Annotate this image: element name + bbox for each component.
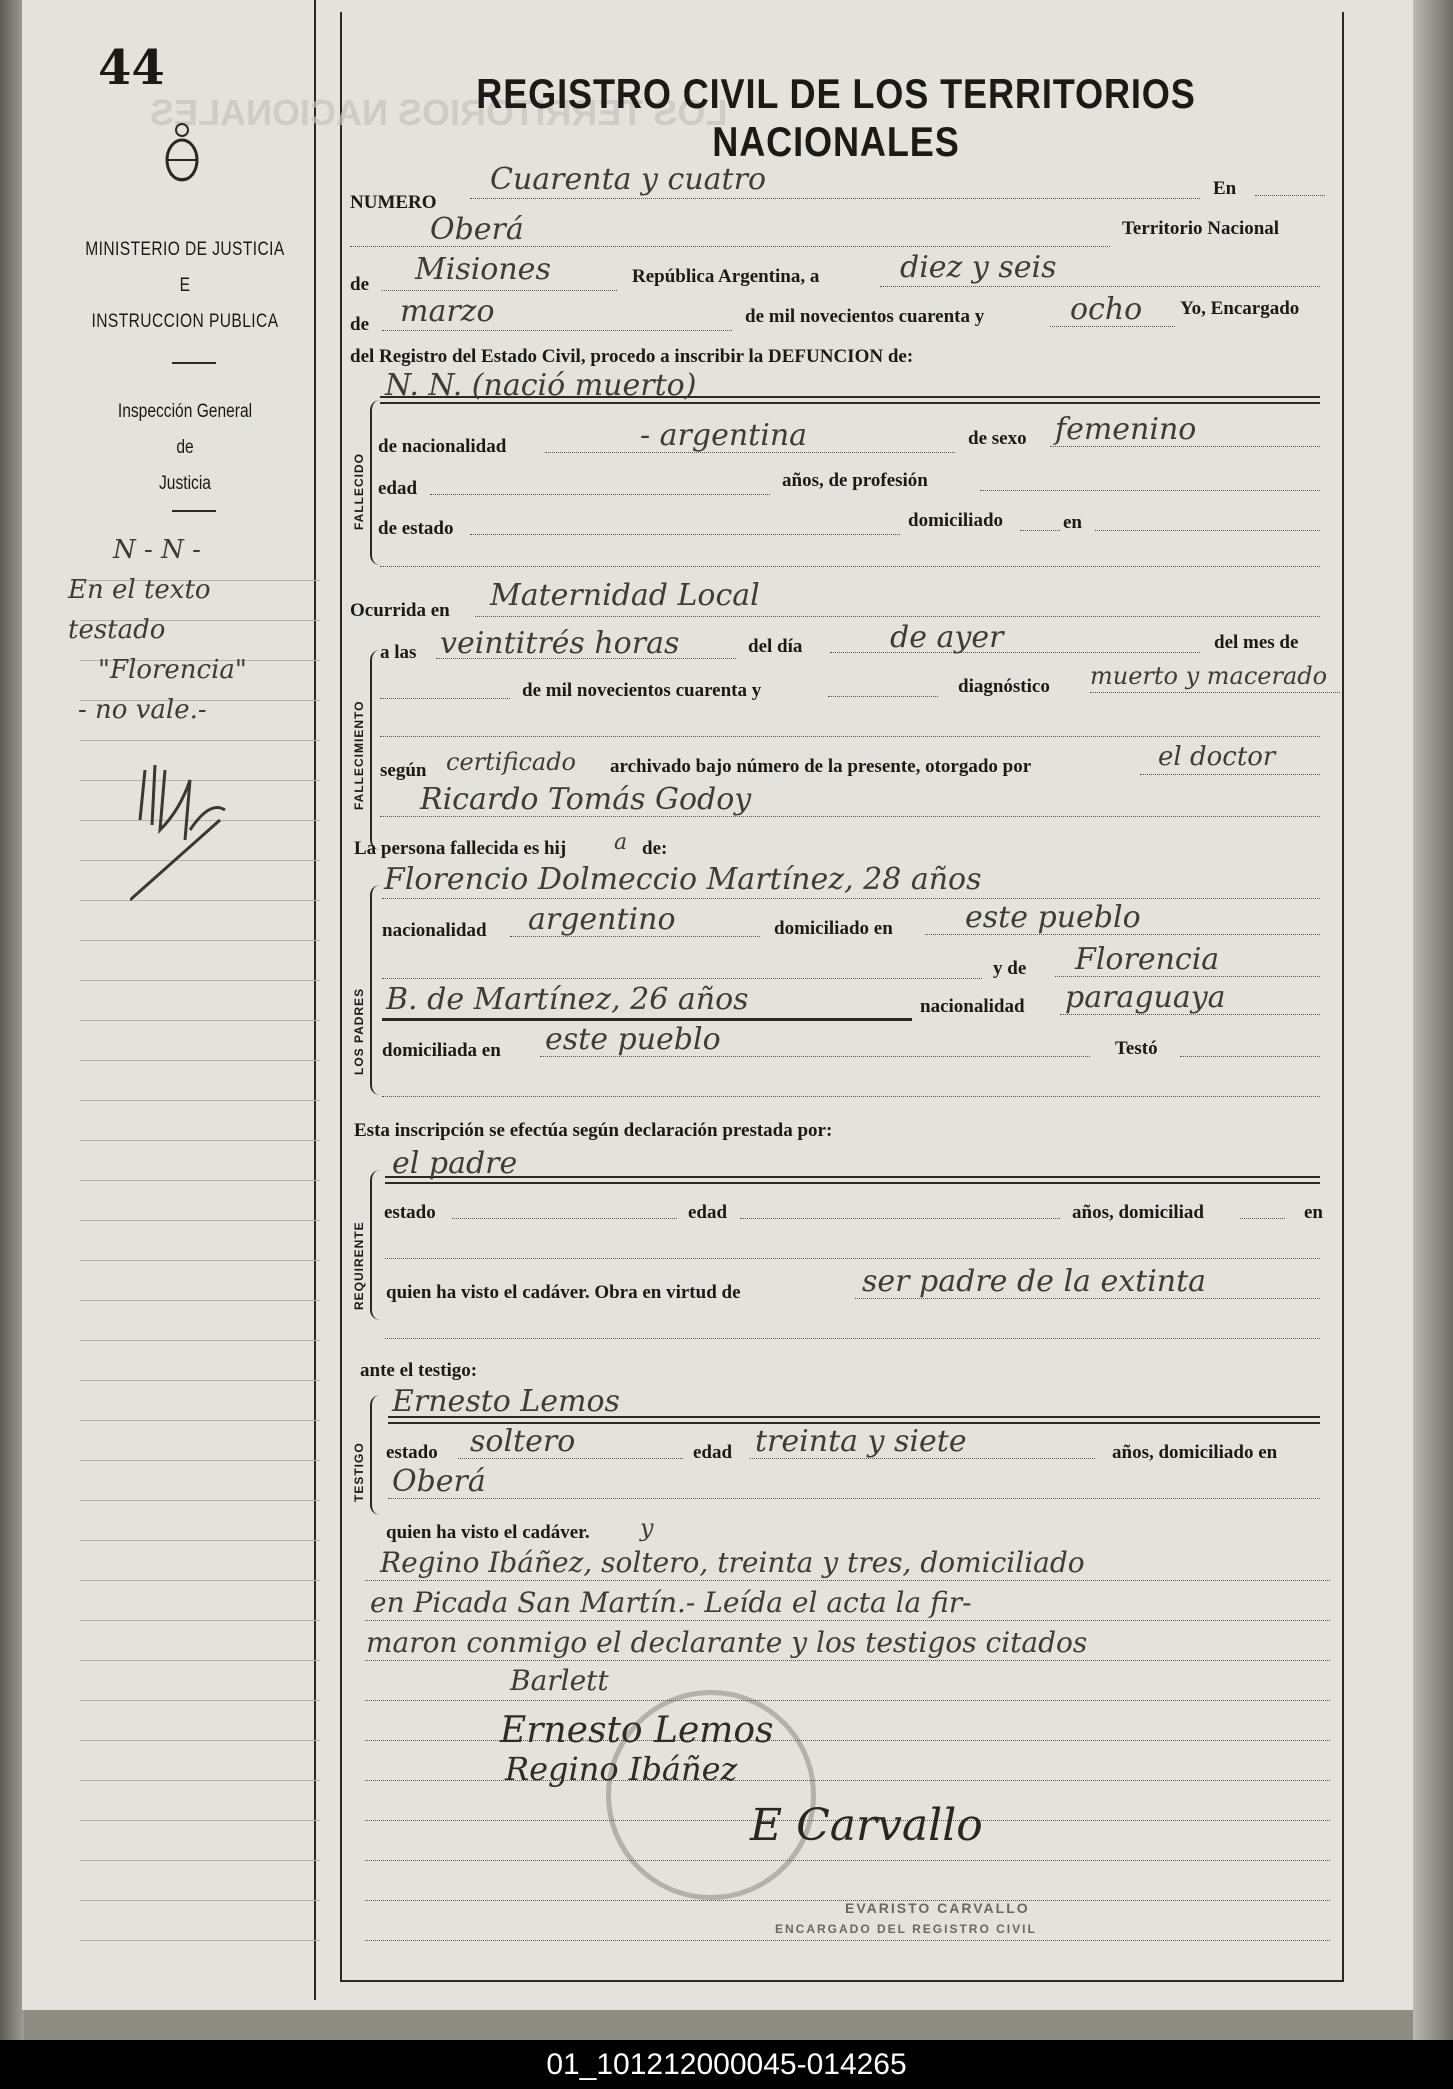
- margin-rule: [80, 1420, 320, 1421]
- hw-dom-t: Oberá: [392, 1464, 486, 1499]
- fill-line: [382, 1018, 912, 1021]
- margin-rule: [80, 1820, 320, 1821]
- fill-line: [388, 1498, 1320, 1499]
- hw-lugar: Oberá: [430, 212, 524, 247]
- margin-note-line: N - N -: [113, 535, 201, 565]
- label-persona: La persona fallecida es hij: [354, 838, 567, 859]
- fill-line: [382, 978, 982, 979]
- margin-rule: [80, 1580, 320, 1581]
- hw-extra-3: maron conmigo el declarante y los testigos citados: [366, 1626, 1088, 1659]
- hw-extra-1: Regino Ibáñez, soltero, treinta y tres, domiciliado: [380, 1546, 1085, 1579]
- document-title: REGISTRO CIVIL DE LOS TERRITORIOS NACIONALES: [476, 70, 1196, 165]
- section-label-requirente: REQUIRENTE: [352, 1221, 366, 1310]
- label-estado: de estado: [378, 518, 454, 539]
- margin-rule: [80, 1460, 320, 1461]
- bleed-through-text: LOS TERRITORIOS NACIONALES: [150, 92, 728, 133]
- label-de: de: [350, 314, 369, 335]
- margin-annotation: [68, 530, 318, 730]
- fill-line: [382, 898, 1320, 899]
- fill-line: [380, 698, 510, 699]
- signature-3: Regino Ibáñez: [505, 1750, 738, 1788]
- fill-line: [382, 290, 617, 291]
- margin-rule: [80, 1060, 320, 1061]
- margin-rule: [80, 980, 320, 981]
- label-nacionalidad: de nacionalidad: [378, 436, 507, 457]
- hw-madre-a: Florencia: [1075, 942, 1220, 977]
- label-diagnostico: diagnóstico: [958, 676, 1050, 697]
- page-number: 44: [98, 40, 165, 96]
- section-label-fallecimiento: FALLECIMIENTO: [352, 700, 366, 810]
- margin-rule: [80, 1220, 320, 1221]
- label-en-r: en: [1304, 1202, 1323, 1223]
- fill-line: [475, 616, 1320, 617]
- label-edad: edad: [378, 478, 418, 499]
- hw-requirente: el padre: [392, 1146, 518, 1181]
- hw-dia: diez y seis: [900, 250, 1057, 285]
- label-ante: ante el testigo:: [360, 1360, 478, 1381]
- inspection-line: Inspección General: [117, 401, 253, 422]
- margin-signature: [130, 750, 240, 910]
- label-domiciliada: domiciliada en: [382, 1040, 501, 1061]
- section-label-fallecido: FALLECIDO: [352, 453, 366, 530]
- hw-nac-padre: argentino: [528, 902, 676, 937]
- blank-line: [365, 1700, 1330, 1701]
- fill-line: [1140, 774, 1320, 775]
- hw-extra-2: en Picada San Martín.- Leída el acta la fir-: [370, 1586, 972, 1619]
- label-segun: según: [380, 760, 427, 781]
- stamp-role: ENCARGADO DEL REGISTRO CIVIL: [775, 1922, 1037, 1936]
- hw-hija: a: [614, 830, 628, 855]
- fill-line: [380, 566, 1320, 567]
- hw-territorio: Misiones: [415, 252, 551, 287]
- margin-note-line: - no vale.-: [78, 695, 207, 725]
- blank-line: [365, 1860, 1330, 1861]
- page-edge-shadow: [0, 0, 24, 2040]
- hw-nac-madre: paraguaya: [1065, 980, 1226, 1015]
- margin-rule: [80, 1660, 320, 1661]
- hw-estado-t: soltero: [470, 1424, 576, 1459]
- signature-4: E Carvallo: [750, 1800, 983, 1851]
- fill-line: [1240, 1218, 1285, 1219]
- hw-numero: Cuarenta y cuatro: [490, 162, 767, 197]
- fill-line: [365, 1580, 1330, 1581]
- label-estado-r: estado: [384, 1202, 436, 1223]
- section-brace: [370, 1170, 382, 1320]
- inspection-line: Justicia: [159, 473, 211, 494]
- label-quien-t: quien ha visto el cadáver.: [386, 1522, 590, 1543]
- margin-rule: [80, 1300, 320, 1301]
- hw-dom-madre: este pueblo: [545, 1022, 721, 1057]
- margin-rule: [80, 1540, 320, 1541]
- fill-line: [452, 1218, 677, 1219]
- page-edge-shadow: [1413, 0, 1453, 2040]
- margin-rule: [80, 1500, 320, 1501]
- label-yde: y de: [993, 958, 1027, 979]
- section-brace: [370, 650, 382, 850]
- margin-rule: [80, 1180, 320, 1181]
- section-label-testigo: TESTIGO: [352, 1442, 366, 1502]
- hw-dia-fall: de ayer: [890, 620, 1004, 655]
- hw-testigo: Ernesto Lemos: [392, 1384, 620, 1419]
- label-inscripcion: Esta inscripción se efectúa según declaración prestada por:: [354, 1120, 833, 1141]
- hw-nacionalidad: - argentina: [640, 418, 808, 453]
- fill-line: [385, 1258, 1320, 1259]
- fill-line: [830, 652, 1200, 653]
- hw-anio: ocho: [1070, 292, 1143, 327]
- image-id-footer: 01_101212000045-014265: [0, 2040, 1453, 2089]
- fill-line: [385, 1338, 1320, 1339]
- hw-madre-b: B. de Martínez, 26 años: [386, 982, 749, 1017]
- label-sexo: de sexo: [968, 428, 1027, 449]
- margin-rule: [80, 740, 320, 741]
- ministry-line: E: [179, 275, 191, 296]
- label-registro: del Registro del Estado Civil, procedo a inscribir la DEFUNCION de:: [350, 346, 914, 367]
- margin-rule: [80, 1380, 320, 1381]
- label-domiciliado: domiciliado: [908, 510, 1004, 531]
- blank-line: [365, 1940, 1330, 1941]
- margin-rule: [80, 940, 320, 941]
- margin-rule: [80, 1900, 320, 1901]
- label-nac-madre: nacionalidad: [920, 996, 1025, 1017]
- fill-line: [1090, 692, 1340, 693]
- fill-line: [1020, 530, 1060, 531]
- fill-line: [1255, 195, 1325, 196]
- inspection-line: de: [176, 437, 194, 458]
- label-quien: quien ha visto el cadáver. Obra en virtud de: [386, 1282, 741, 1303]
- label-republica: República Argentina, a: [632, 266, 820, 287]
- label-domiciliado-en: domiciliado en: [774, 918, 893, 939]
- ministry-heading: [83, 232, 288, 340]
- hw-ocurrida: Maternidad Local: [490, 578, 760, 613]
- section-brace: [370, 1395, 382, 1515]
- label-de: de: [350, 274, 369, 295]
- ministry-line: MINISTERIO DE JUSTICIA: [85, 239, 285, 260]
- margin-rule: [80, 1740, 320, 1741]
- section-brace: [370, 885, 382, 1095]
- hw-dom-padre: este pueblo: [965, 900, 1141, 935]
- margin-note-line: En el texto: [68, 575, 211, 605]
- divider: [172, 510, 216, 512]
- label-demil2: de mil novecientos cuarenta y: [522, 680, 762, 701]
- margin-rule: [80, 1100, 320, 1101]
- margin-rule: [80, 1260, 320, 1261]
- inspection-heading: [83, 394, 288, 502]
- label-anos-prof: años, de profesión: [782, 470, 928, 491]
- label-edad-t: edad: [693, 1442, 733, 1463]
- label-en: en: [1063, 512, 1082, 533]
- label-en: En: [1213, 178, 1237, 199]
- hw-medico-a: el doctor: [1158, 742, 1276, 772]
- label-estado-t: estado: [386, 1442, 438, 1463]
- hw-hora: veintitrés horas: [440, 626, 680, 661]
- hw-edad-t: treinta y siete: [755, 1424, 967, 1459]
- margin-rule: [80, 1860, 320, 1861]
- margin-rule: [80, 1140, 320, 1141]
- fill-line: [365, 1660, 1330, 1661]
- coat-of-arms-icon: [162, 122, 202, 186]
- label-ocurrida: Ocurrida en: [350, 600, 450, 621]
- label-archivado: archivado bajo número de la presente, otorgado por: [610, 756, 1032, 777]
- hw-virtud: ser padre de la extinta: [862, 1264, 1207, 1299]
- signature-1: Barlett: [510, 1664, 609, 1697]
- fill-line: [740, 1218, 1060, 1219]
- label-yo: Yo, Encargado: [1180, 298, 1300, 319]
- margin-note-line: "Florencia": [98, 655, 247, 685]
- fill-line: [470, 198, 1200, 199]
- hw-medico-b: Ricardo Tomás Godoy: [420, 782, 752, 817]
- label-numero: NUMERO: [350, 192, 437, 213]
- fill-line: [430, 494, 770, 495]
- label-anos-dom-t: años, domiciliado en: [1112, 1442, 1278, 1463]
- divider: [172, 362, 216, 364]
- label-deldia: del día: [748, 636, 803, 657]
- label-testo: Testó: [1115, 1038, 1158, 1059]
- hw-difunto: N. N. (nació muerto): [385, 368, 697, 403]
- label-de-colon: de:: [642, 838, 668, 859]
- fill-line: [828, 696, 938, 697]
- margin-rule: [80, 1940, 320, 1941]
- label-nac-padre: nacionalidad: [382, 920, 487, 941]
- fill-line: [880, 286, 1320, 287]
- fill-line: [382, 330, 732, 331]
- hw-sexo: femenino: [1055, 412, 1197, 447]
- margin-rule: [80, 1620, 320, 1621]
- margin-rule: [80, 1700, 320, 1701]
- hw-diagnostico: muerto y macerado: [1090, 662, 1328, 690]
- label-de-mil: de mil novecientos cuarenta y: [745, 306, 985, 327]
- stamp-name: EVARISTO CARVALLO: [845, 1900, 1030, 1916]
- fill-line: [980, 490, 1320, 491]
- fill-line: [380, 736, 1320, 737]
- fill-line: [1095, 530, 1320, 531]
- ministry-line: INSTRUCCION PUBLICA: [91, 311, 279, 332]
- fill-line: [382, 1096, 1320, 1097]
- hw-certificado: certificado: [446, 748, 577, 776]
- fill-line: [365, 1620, 1330, 1621]
- margin-rule: [80, 1340, 320, 1341]
- label-alas: a las: [380, 642, 417, 663]
- margin-rule: [80, 1780, 320, 1781]
- label-delmes: del mes de: [1214, 632, 1299, 653]
- hw-y: y: [640, 1514, 654, 1542]
- margin-rule: [80, 1020, 320, 1021]
- margin-note-line: testado: [68, 615, 166, 645]
- section-label-padres: LOS PADRES: [352, 987, 366, 1075]
- fill-line: [470, 534, 900, 535]
- label-anos-dom: años, domiciliad: [1072, 1202, 1204, 1223]
- fill-line: [1180, 1056, 1320, 1057]
- hw-padre: Florencio Dolmeccio Martínez, 28 años: [384, 862, 982, 897]
- signature-2: Ernesto Lemos: [500, 1710, 774, 1751]
- label-territorio: Territorio Nacional: [1122, 218, 1280, 239]
- label-edad-r: edad: [688, 1202, 728, 1223]
- hw-mes: marzo: [400, 294, 495, 329]
- double-rule: [385, 1176, 1320, 1184]
